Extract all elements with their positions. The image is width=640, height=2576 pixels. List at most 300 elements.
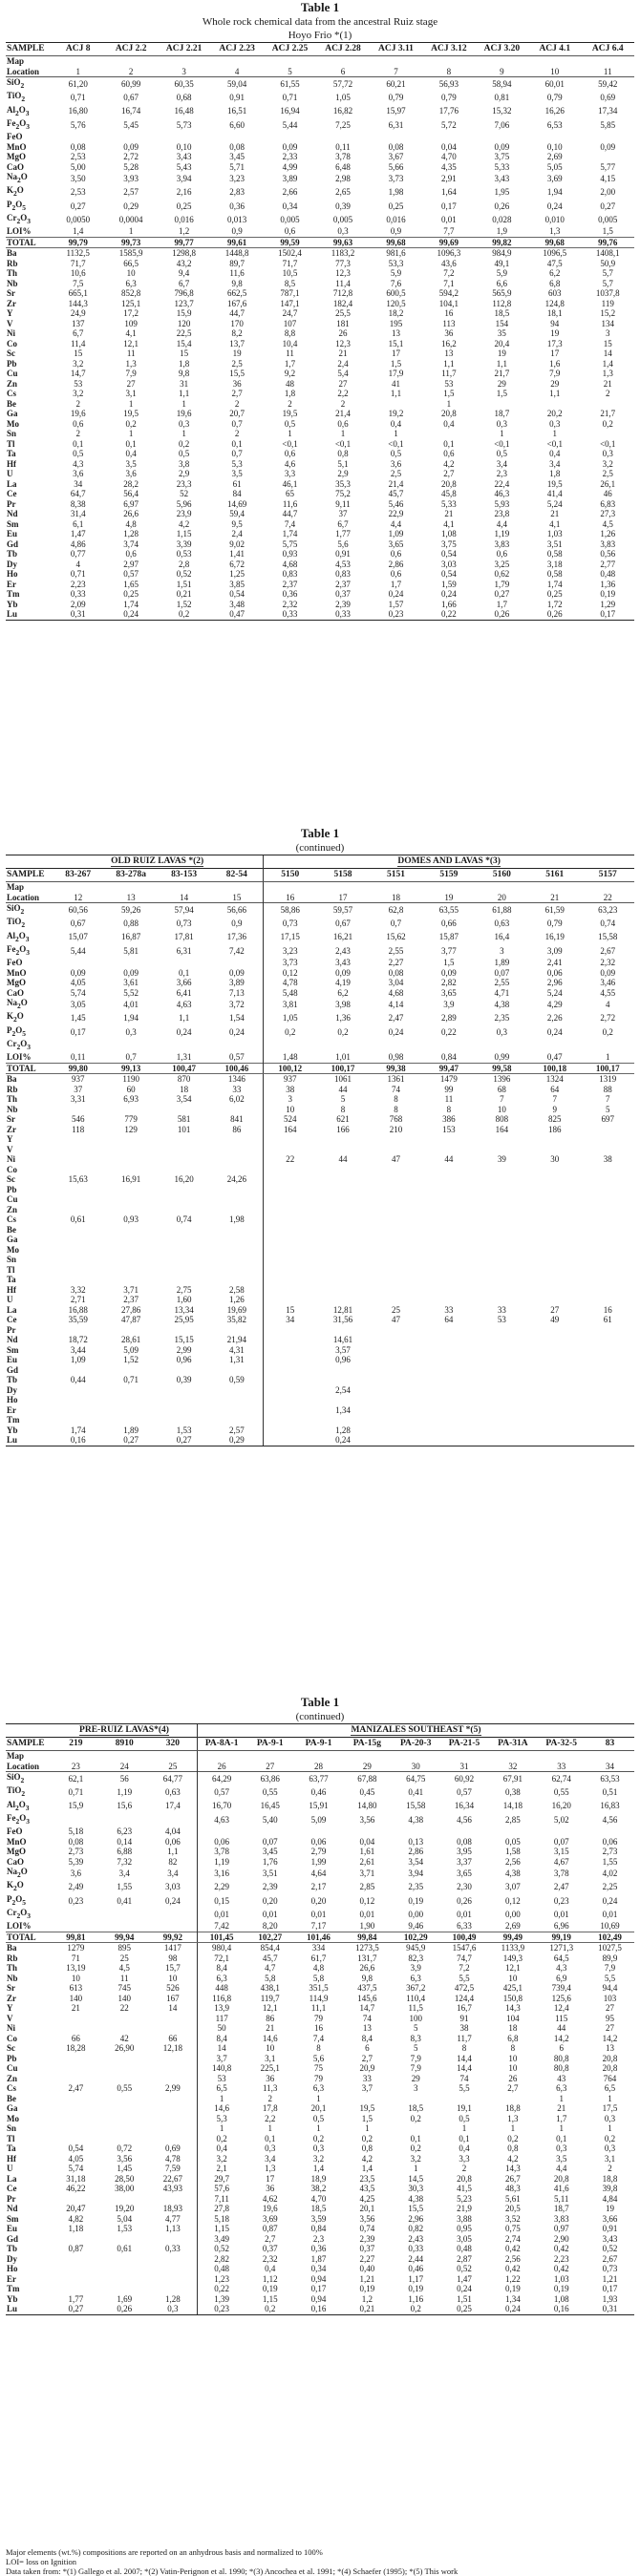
value-cell: 0,71 xyxy=(68,1787,84,1798)
value-cell: 1,09 xyxy=(388,529,404,539)
value-cell: 1,52 xyxy=(123,1355,139,1365)
value-cell: 72,1 xyxy=(197,1953,245,1964)
value-cell: 1,28 xyxy=(123,529,139,539)
element-label: Tm xyxy=(7,1415,20,1425)
value-cell: 56 xyxy=(119,1773,129,1784)
value-cell: 99,19 xyxy=(537,1932,586,1943)
value-cell: 3,89 xyxy=(228,978,245,988)
value-cell: 3,78 xyxy=(197,1847,245,1857)
value-cell xyxy=(210,1265,263,1276)
value-cell xyxy=(158,1325,210,1336)
value-cell: 351,5 xyxy=(309,1983,329,1994)
value-cell xyxy=(264,1345,316,1356)
value-cell: 0,73 xyxy=(602,2264,618,2274)
value-cell: 99,84 xyxy=(343,1932,392,1943)
value-cell xyxy=(370,1325,422,1336)
value-cell: 25,95 xyxy=(174,1315,194,1325)
value-cell: 11,6 xyxy=(229,268,245,279)
location-number: 27 xyxy=(266,1761,275,1771)
value-cell: 0,2 xyxy=(602,1026,613,1037)
value-cell: 4,2 xyxy=(179,518,190,529)
value-cell xyxy=(158,1185,210,1195)
value-cell xyxy=(104,1255,157,1265)
value-cell: 1 xyxy=(500,429,504,439)
value-cell: 6,3 xyxy=(410,1973,421,1983)
value-cell: 74 xyxy=(459,2073,469,2083)
value-cell: 2,35 xyxy=(494,1013,510,1024)
value-cell: 43,2 xyxy=(176,258,192,268)
value-cell: 10 xyxy=(266,2043,275,2054)
value-cell: 1,54 xyxy=(228,1013,245,1024)
element-label: Tb xyxy=(7,549,18,560)
value-cell: 186 xyxy=(548,1124,562,1134)
value-cell: 0,6 xyxy=(125,549,137,560)
value-cell: 18,7 xyxy=(494,409,510,419)
element-label: Zr xyxy=(7,1124,16,1134)
value-cell: 3,75 xyxy=(494,152,510,162)
value-cell: 101,45 xyxy=(197,1932,245,1943)
value-cell: 2,16 xyxy=(176,187,192,198)
location-number: 14 xyxy=(180,892,189,902)
location-number: 29 xyxy=(362,1761,372,1771)
value-cell: 3,18 xyxy=(546,559,563,569)
value-cell: 15,32 xyxy=(492,106,512,116)
value-cell: 1346 xyxy=(227,1074,245,1085)
value-cell: 1,5 xyxy=(496,389,507,399)
value-cell: 6,2 xyxy=(549,268,561,279)
value-cell: 779 xyxy=(124,1114,138,1125)
element-label: Rb xyxy=(7,1953,18,1963)
element-label: Er xyxy=(7,579,16,589)
value-cell: 0,2 xyxy=(337,1026,349,1037)
value-cell: 1 xyxy=(181,398,186,409)
table-row xyxy=(6,1826,634,1837)
value-cell xyxy=(149,2264,198,2274)
value-cell: 45,8 xyxy=(441,489,457,499)
table-row xyxy=(6,2174,634,2185)
location-label: Location xyxy=(7,892,40,902)
value-cell: 17,15 xyxy=(264,931,316,944)
location-number: 25 xyxy=(168,1761,178,1771)
value-cell xyxy=(528,1134,581,1145)
table-row xyxy=(6,429,634,439)
value-cell: 1,93 xyxy=(602,2293,618,2304)
value-cell: 19,5 xyxy=(359,2103,375,2114)
value-cell: 3,1 xyxy=(265,2053,276,2063)
value-cell: 3,98 xyxy=(335,1000,351,1010)
value-cell: 86 xyxy=(266,2013,275,2023)
value-cell: 21,7 xyxy=(494,369,510,379)
value-cell: 18 xyxy=(180,1084,189,1094)
value-cell xyxy=(52,2264,100,2274)
value-cell: 4,1 xyxy=(443,518,455,529)
map-label-row xyxy=(6,1751,634,1762)
location-row xyxy=(6,67,634,77)
value-cell: 0,24 xyxy=(388,1026,404,1037)
value-cell: 66 xyxy=(71,2033,80,2043)
value-cell: 99,49 xyxy=(488,1932,537,1943)
value-cell: 24,9 xyxy=(70,308,86,319)
value-cell: 149,3 xyxy=(502,1953,523,1963)
value-cell xyxy=(582,1205,634,1215)
value-cell: 1 xyxy=(394,429,398,439)
location-label: Location xyxy=(7,66,40,76)
value-cell xyxy=(264,1355,316,1365)
value-cell: 14,7 xyxy=(70,369,86,379)
value-cell: 1,45 xyxy=(117,2164,133,2174)
table-row xyxy=(6,1285,634,1296)
value-cell: 2,37 xyxy=(335,579,351,589)
table-row xyxy=(6,299,634,309)
table-row xyxy=(6,2304,634,2314)
value-cell: 19,1 xyxy=(457,2103,472,2114)
value-cell: 0,36 xyxy=(310,2244,327,2254)
table-row xyxy=(6,1134,634,1145)
value-cell: 764 xyxy=(603,2073,617,2083)
value-cell: 5 xyxy=(606,1104,610,1114)
value-cell: 0,91 xyxy=(602,2224,618,2234)
value-cell: 4,71 xyxy=(494,987,510,998)
value-cell: 67,91 xyxy=(502,1773,523,1784)
value-cell xyxy=(582,1214,634,1225)
element-label: Ba xyxy=(7,248,17,259)
value-cell: 99,38 xyxy=(370,1063,422,1074)
value-cell: 21 xyxy=(338,348,348,359)
value-cell: 15,87 xyxy=(438,932,459,942)
value-cell xyxy=(52,1194,104,1205)
location-number: 10 xyxy=(550,66,560,76)
value-cell: 472,5 xyxy=(454,1983,475,1994)
value-cell xyxy=(370,132,422,142)
value-cell: 16,2 xyxy=(441,338,457,348)
value-cell: 3,50 xyxy=(70,174,86,184)
value-cell: 3,75 xyxy=(441,538,457,549)
empty-cell xyxy=(104,56,157,67)
element-label: Sr xyxy=(7,1114,15,1125)
value-cell: 0,23 xyxy=(370,609,422,620)
value-cell: 57,6 xyxy=(197,2184,245,2194)
value-cell: 2,3 xyxy=(496,469,507,479)
value-cell: 167 xyxy=(166,1993,180,2003)
value-cell: 739,4 xyxy=(551,1983,571,1994)
value-cell: 1,95 xyxy=(494,187,510,198)
element-label: V xyxy=(7,1144,13,1154)
value-cell: 38,2 xyxy=(310,2184,327,2194)
value-cell: 5,39 xyxy=(68,1856,84,1867)
value-cell xyxy=(422,1235,475,1245)
value-cell: 2,25 xyxy=(602,1882,618,1892)
value-cell xyxy=(422,1174,475,1185)
location-number: 6 xyxy=(340,66,346,76)
table-row xyxy=(6,248,634,259)
value-cell xyxy=(316,1285,369,1296)
value-cell: 17,81 xyxy=(174,932,194,942)
element-label: SiO$_2$ xyxy=(7,903,25,916)
group-spacer xyxy=(6,855,52,869)
value-cell: 1,64 xyxy=(441,187,457,198)
value-cell: 3 xyxy=(413,2083,418,2094)
value-cell: 1,1 xyxy=(549,389,561,399)
value-cell: 0,83 xyxy=(282,569,298,580)
value-cell: 0,005 xyxy=(598,214,618,224)
value-cell xyxy=(528,1425,581,1436)
value-cell: 0,41 xyxy=(408,1787,424,1798)
value-cell xyxy=(476,1295,528,1305)
table-row xyxy=(6,1365,634,1376)
value-cell: 0,7 xyxy=(125,1052,137,1063)
table-row xyxy=(6,1974,634,1984)
table-row xyxy=(6,998,634,1011)
value-cell: 0,29 xyxy=(210,1435,263,1446)
element-label: Eu xyxy=(7,1355,18,1365)
value-cell: 1324 xyxy=(545,1074,564,1085)
value-cell: 10 xyxy=(71,1973,80,1983)
value-cell: 1 xyxy=(608,2123,612,2134)
value-cell: 57,72 xyxy=(332,78,353,89)
value-cell xyxy=(528,1295,581,1305)
value-cell: 1,45 xyxy=(70,1013,86,1024)
value-cell: 2,32 xyxy=(282,599,298,609)
value-cell: 0,2 xyxy=(604,2133,616,2143)
location-number: 5 xyxy=(288,66,292,76)
value-cell: 0,4 xyxy=(549,449,561,459)
value-cell: 1,34 xyxy=(504,2293,521,2304)
value-cell: 99,92 xyxy=(149,1932,198,1943)
value-cell: 2,74 xyxy=(504,2233,521,2244)
value-cell: 981,6 xyxy=(386,248,406,259)
table-row xyxy=(6,1355,634,1365)
value-cell: 8 xyxy=(394,1104,398,1114)
value-cell xyxy=(100,1908,149,1921)
value-cell: 1096,3 xyxy=(437,248,461,259)
value-cell: 581 xyxy=(177,1114,191,1125)
value-cell: 5,75 xyxy=(282,538,298,549)
element-label: FeO xyxy=(7,132,23,142)
value-cell: 5,9 xyxy=(496,268,507,279)
table-row xyxy=(6,1154,634,1165)
location-number: 8 xyxy=(446,66,452,76)
value-cell: 8,2 xyxy=(231,328,243,339)
value-cell: 4,63 xyxy=(176,1000,192,1010)
value-cell xyxy=(264,1405,316,1416)
value-cell: 0,67 xyxy=(70,918,86,929)
value-cell xyxy=(582,1245,634,1256)
value-cell xyxy=(476,1365,528,1376)
element-label: Eu xyxy=(7,529,18,539)
value-cell: 16,7 xyxy=(457,2003,472,2014)
table-row xyxy=(6,439,634,450)
value-cell: 425,1 xyxy=(502,1983,523,1994)
element-label: Nd xyxy=(7,509,18,519)
value-cell: 29 xyxy=(550,378,560,389)
value-cell xyxy=(149,2194,198,2205)
value-cell xyxy=(370,1395,422,1405)
element-label: Mo xyxy=(7,1244,19,1255)
value-cell: 16,87 xyxy=(121,932,141,942)
value-cell xyxy=(476,1345,528,1356)
value-cell: 3,1 xyxy=(604,2153,616,2164)
value-cell: 4,63 xyxy=(197,1813,245,1826)
value-cell xyxy=(100,2194,149,2205)
sample-column-header-5: ACJ 2.25 xyxy=(264,43,316,56)
value-cell: 0,1 xyxy=(73,438,84,449)
value-cell: 5,81 xyxy=(123,945,139,956)
value-cell: 2,73 xyxy=(602,1847,618,1857)
element-label: Pr xyxy=(7,498,16,509)
value-cell xyxy=(528,1405,581,1416)
value-cell xyxy=(582,1255,634,1265)
value-cell: 14,6 xyxy=(197,2103,245,2114)
location-number: 4 xyxy=(234,66,240,76)
value-cell xyxy=(264,1235,316,1245)
value-cell: 43,6 xyxy=(441,258,457,268)
value-cell xyxy=(528,1039,581,1052)
element-label: U xyxy=(7,2164,13,2174)
value-cell: 0,97 xyxy=(553,2224,569,2234)
value-cell: 0,83 xyxy=(335,569,351,580)
value-cell: 3,52 xyxy=(504,2213,521,2224)
table-row xyxy=(6,2194,634,2205)
value-cell: 115 xyxy=(555,2013,568,2023)
value-cell: 114,9 xyxy=(309,1993,329,2003)
value-cell: 4,8 xyxy=(312,1963,325,1974)
value-cell: 8 xyxy=(510,2043,516,2054)
value-cell xyxy=(149,2063,198,2074)
value-cell: 2,23 xyxy=(553,2253,569,2264)
value-cell: 0,22 xyxy=(422,609,475,620)
value-cell: 64 xyxy=(550,1084,560,1094)
element-label: $Cr_2O_3$ xyxy=(7,1908,32,1920)
value-cell xyxy=(370,1385,422,1396)
empty-cell xyxy=(528,56,581,67)
value-cell: 22,4 xyxy=(494,478,510,489)
value-cell: 1 xyxy=(267,2123,272,2134)
table-row xyxy=(6,2023,634,2034)
value-cell xyxy=(149,2234,198,2245)
value-cell: 5,45 xyxy=(123,119,139,130)
value-cell: 0,3 xyxy=(337,226,349,237)
value-cell: 0,16 xyxy=(294,2304,343,2314)
value-cell: <0,1 xyxy=(494,438,510,449)
value-cell: 0,33 xyxy=(70,589,86,600)
value-cell: 2,54 xyxy=(335,1384,351,1395)
value-cell: 1,31 xyxy=(176,1052,192,1063)
table-row xyxy=(6,2234,634,2245)
value-cell: 1408,1 xyxy=(595,248,620,259)
value-cell xyxy=(52,1813,100,1826)
sample-column-header-4: ACJ 2.23 xyxy=(210,43,263,56)
value-cell: 22 xyxy=(119,2003,129,2014)
value-cell: 0,58 xyxy=(546,549,563,560)
value-cell xyxy=(476,1145,528,1155)
table-row xyxy=(6,91,634,104)
element-label: Pb xyxy=(7,358,17,369)
value-cell: 7,9 xyxy=(410,2053,421,2063)
value-cell: 26 xyxy=(508,2073,518,2083)
value-cell: 0,44 xyxy=(70,1375,86,1385)
value-cell: 3,5 xyxy=(556,2153,567,2164)
value-cell: 38,00 xyxy=(115,2184,135,2194)
value-cell: 99,13 xyxy=(104,1063,157,1074)
table-row xyxy=(6,2114,634,2124)
value-cell xyxy=(52,2123,100,2134)
value-cell: 3,05 xyxy=(70,1000,86,1010)
element-label: Co xyxy=(7,338,17,348)
value-cell: 125,6 xyxy=(551,1993,571,2003)
value-cell: 26,90 xyxy=(115,2043,135,2054)
table-row xyxy=(6,2164,634,2174)
value-cell xyxy=(52,1205,104,1215)
value-cell xyxy=(104,1154,157,1165)
value-cell: 3,25 xyxy=(494,559,510,569)
value-cell: 63,86 xyxy=(260,1773,280,1784)
value-cell: 0,2 xyxy=(602,418,613,429)
value-cell: 1,1 xyxy=(443,358,455,369)
value-cell: 49,1 xyxy=(494,258,510,268)
value-cell xyxy=(476,1375,528,1385)
value-cell: 16,70 xyxy=(197,1800,245,1813)
value-cell: 11 xyxy=(444,1094,454,1105)
element-label: Yb xyxy=(7,1425,18,1435)
value-cell: 17,4 xyxy=(164,1801,181,1811)
value-cell: 19,2 xyxy=(388,409,404,419)
element-label: Ba xyxy=(7,1074,17,1085)
value-cell: 88 xyxy=(603,1084,612,1094)
location-number: 21 xyxy=(550,892,560,902)
value-cell: 0,6 xyxy=(443,449,455,459)
value-cell: 0,31 xyxy=(52,609,104,620)
value-cell xyxy=(100,2094,149,2104)
value-cell: 7,13 xyxy=(228,987,245,998)
value-cell: 0,27 xyxy=(494,589,510,600)
value-cell: 1,4 xyxy=(602,358,613,369)
value-cell: 4,38 xyxy=(408,1814,424,1825)
value-cell: 15,4 xyxy=(176,338,192,348)
value-cell: 1,87 xyxy=(310,2253,327,2264)
value-cell: 2,47 xyxy=(68,2083,84,2094)
table-row xyxy=(6,569,634,580)
value-cell xyxy=(582,1165,634,1175)
value-cell: 854,4 xyxy=(260,1943,280,1953)
value-cell: 62,74 xyxy=(551,1773,571,1784)
value-cell: 9,8 xyxy=(231,278,243,288)
value-cell xyxy=(100,2123,149,2134)
value-cell: 1,74 xyxy=(282,529,298,539)
value-cell: 16,26 xyxy=(544,106,565,116)
value-cell: 0,71 xyxy=(70,93,86,103)
value-cell: 0,33 xyxy=(264,609,316,620)
element-label: Nb xyxy=(7,278,18,288)
group-spacer xyxy=(6,1724,52,1738)
value-cell: 44 xyxy=(338,1154,348,1165)
value-cell: 100,12 xyxy=(264,1063,316,1074)
value-cell xyxy=(316,1255,369,1265)
table-row xyxy=(6,1921,634,1932)
value-cell: 1273,5 xyxy=(355,1943,379,1953)
value-cell: 0,14 xyxy=(117,1836,133,1847)
element-label: V xyxy=(7,2013,13,2023)
value-cell: 145,6 xyxy=(357,1993,377,2003)
value-cell xyxy=(52,1235,104,1245)
value-cell: 0,09 xyxy=(123,141,139,152)
value-cell: 5,71 xyxy=(229,161,245,172)
value-cell: 64 xyxy=(444,1315,454,1325)
element-label: Mo xyxy=(7,2113,19,2123)
value-cell xyxy=(52,2134,100,2144)
table-row xyxy=(6,268,634,279)
value-cell: 23,5 xyxy=(359,2173,375,2184)
value-cell: 19,5 xyxy=(282,409,298,419)
